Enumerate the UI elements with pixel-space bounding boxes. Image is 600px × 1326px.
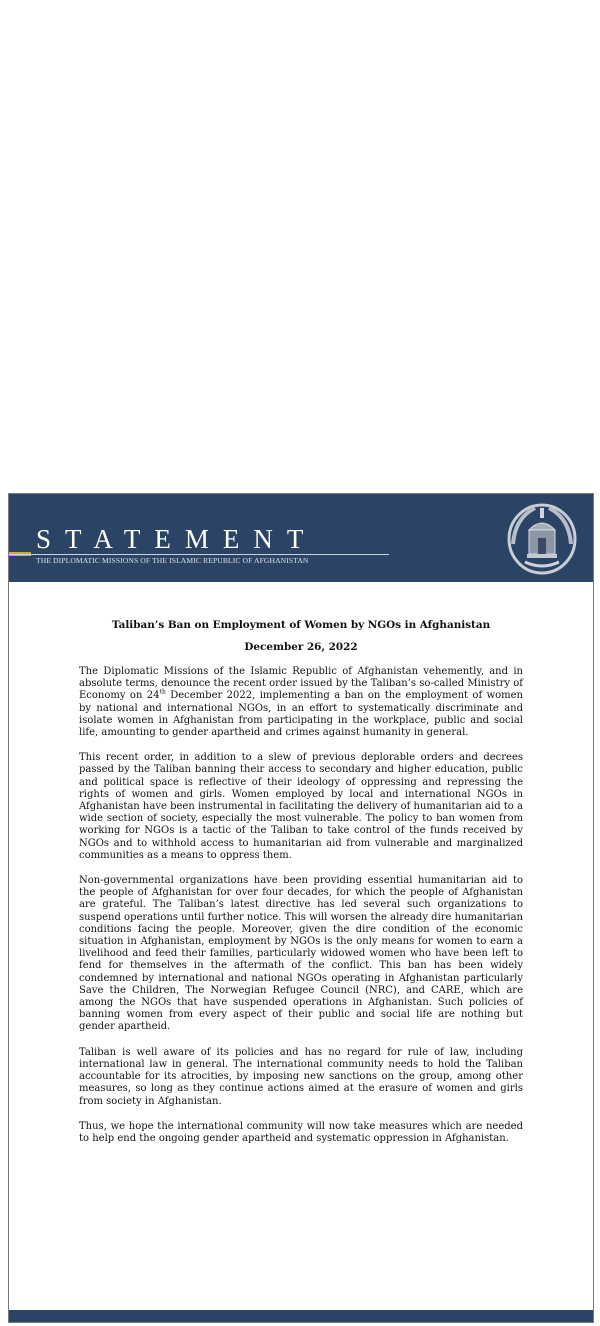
statement-banner	[9, 494, 593, 582]
statement-heading: Taliban’s Ban on Employment of Women by NGOs in Afghanistan	[111, 619, 491, 631]
banner-title: STATEMENT	[36, 524, 318, 554]
paragraph-1	[79, 666, 523, 739]
ordinal-suffix: th	[159, 689, 166, 697]
statement-date: December 26, 2022	[244, 641, 358, 653]
footer-bar	[9, 1310, 593, 1322]
banner-subtitle: THE DIPLOMATIC MISSIONS OF THE ISLAMIC REPUBLIC OF AFGHANISTAN	[36, 556, 309, 565]
statement-body	[79, 618, 523, 1145]
paragraph-4: Taliban is well aware of its policies and has no regard for rule of law, including international law in general. The international community needs to hold the Taliban accountable for its atrocities, by imposing new sanctions on the group, among other measures, so long as they continue actions aimed at the erasure of women and girls from society in Afghanistan.	[79, 1046, 523, 1107]
paragraph-1-part-2: December 2022, implementing a ban on the employment of women by national and international NGOs, in an effort to systematically discriminate and isolate women in Afghanistan from participating in the workplace, public and social life, amounting to gender apartheid and crimes against humanity in general.	[79, 690, 523, 739]
statement-page	[8, 493, 594, 1323]
paragraph-5: Thus, we hope the international community will now take measures which are needed to help end the ongoing gender apartheid and systematic oppression in Afghanistan.	[79, 1120, 523, 1144]
paragraph-3: Non-governmental organizations have been providing essential humanitarian aid to the people of Afghanistan for over four decades, for which the people of Afghanistan are grateful. The Taliban’s latest directive has led several such organizations to suspend operations until further notice. This will worsen the already dire humanitarian conditions facing the people. Moreover, given the dire condition of the economic situation in Afghanistan, employment by NGOs is the only means for women to earn a livelihood and feed their families, particularly widowed women who have been left to fend for themselves in the aftermath of the conflict. This ban has been widely condemned by international and national NGOs operating in Afghanistan particularly Save the Children, The Norwegian Refugee Council (NRC), and CARE, which are among the NGOs that have suspended operations in Afghanistan. Such policies of banning women from every aspect of their public and social life are nothing but gender apartheid.	[79, 875, 523, 1033]
banner-divider	[9, 554, 389, 555]
paragraph-2: This recent order, in addition to a slew of previous deplorable orders and decrees passed by the Taliban banning their access to secondary and higher education, public and political space is reflective of their ideology of oppressing and repressing the rights of women and girls. Women employed by local and international NGOs in Afghanistan have been instrumental in facilitating the delivery of humanitarian aid to a wide section of society, especially the most vulnerable. The policy to ban women from working for NGOs is a tactic of the Taliban to take control of the funds received by NGOs and to withhold access to humanitarian aid from vulnerable and marginalized communities as a means to oppress them.	[79, 752, 523, 861]
afghanistan-emblem-icon	[505, 500, 579, 576]
paragraph-1-part-1: The Diplomatic Missions of the Islamic Republic of Afghanistan vehemently, and in absolute terms, denounce the recent order issued by the Taliban’s so-called Ministry of Economy on 24	[79, 666, 523, 702]
